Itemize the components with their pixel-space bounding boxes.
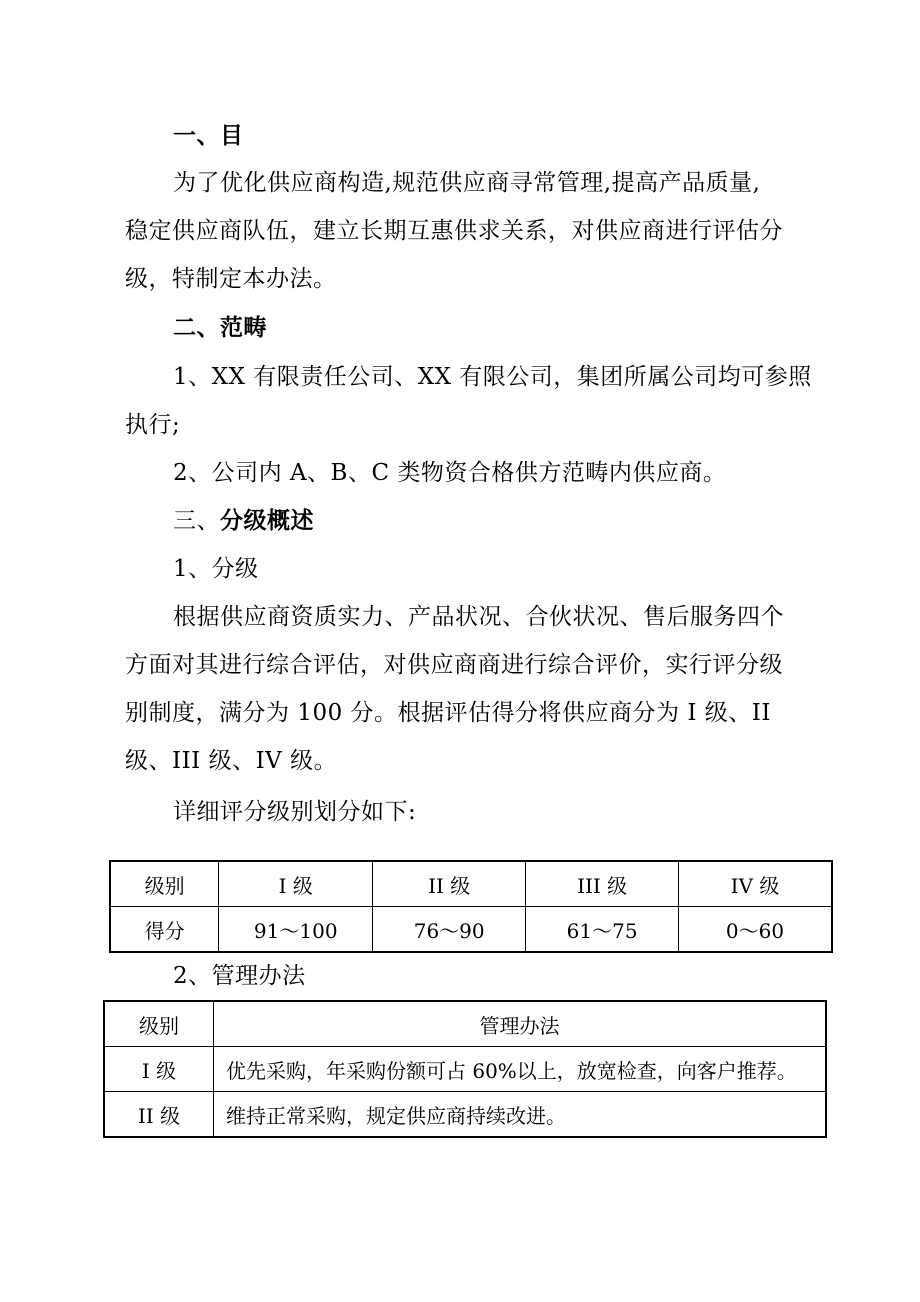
section-3-heading-prefix: 三、 [173,508,220,534]
section-1-heading: 一、目 [173,122,244,149]
grade-score-table [109,860,833,953]
table-cell: 0～60 [679,907,832,953]
table-cell: IV 级 [679,861,832,907]
table-header-cell: 管理办法 [214,1001,827,1047]
table-row [110,861,832,907]
section-2-item-1-line-2: 执行; [125,412,181,438]
table-cell: 得分 [110,907,219,953]
section-1-para-line-1: 为了优化供应商构造,规范供应商寻常管理,提高产品质量, [173,170,761,196]
section-2-item-1-line-1: 1、XX 有限责任公司、XX 有限公司，集团所属公司均可参照 [173,364,812,390]
table-cell: 91～100 [219,907,373,953]
section-3-heading [173,506,314,536]
table-cell: 优先采购，年采购份额可占 60%以上，放宽检查，向客户推荐。 [214,1047,827,1092]
table-cell: 76～90 [373,907,526,953]
table-row [104,1092,826,1138]
section-1-para-line-3: 级，特制定本办法。 [125,266,337,292]
section-3-para-line-3: 别制度，满分为 100 分。根据评估得分将供应商分为 I 级、II [125,700,771,726]
section-2-heading: 二、范畴 [173,314,267,341]
section-3-sub-2: 2、管理办法 [173,963,306,989]
table-row [110,907,832,953]
table-cell: 维持正常采购，规定供应商持续改进。 [214,1092,827,1138]
table-cell: II 级 [104,1092,214,1138]
table-cell: I 级 [219,861,373,907]
table-row [104,1001,826,1047]
section-3-para-line-2: 方面对其进行综合评估，对供应商商进行综合评价，实行评分级 [125,652,783,678]
section-2-item-2: 2、公司内 A、B、C 类物资合格供方范畴内供应商。 [173,460,727,486]
section-1-para-line-2: 稳定供应商队伍，建立长期互惠供求关系，对供应商进行评估分 [125,218,783,244]
section-3-heading-title: 分级概述 [220,507,314,534]
table-cell: I 级 [104,1047,214,1092]
table-header-cell: 级别 [104,1001,214,1047]
table-row [104,1047,826,1092]
management-table [103,1000,827,1138]
table-cell: II 级 [373,861,526,907]
section-3-para-line-4: 级、III 级、IV 级。 [125,748,338,774]
table-cell: 61～75 [526,907,679,953]
section-3-detail: 详细评分级别划分如下: [173,799,417,825]
table-cell: 级别 [110,861,219,907]
section-3-sub-1: 1、分级 [173,556,259,582]
table-cell: III 级 [526,861,679,907]
section-3-para-line-1: 根据供应商资质实力、产品状况、合伙状况、售后服务四个 [173,604,784,630]
